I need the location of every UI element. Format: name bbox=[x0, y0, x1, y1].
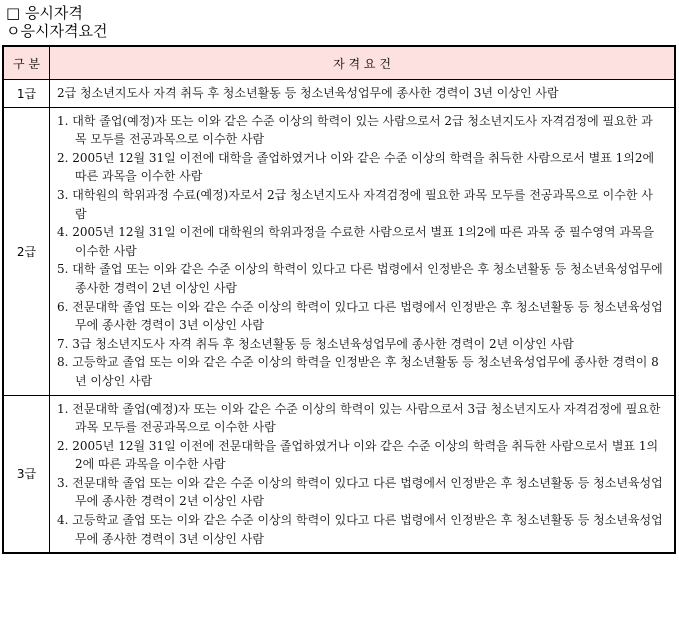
section-title: □ 응시자격 bbox=[6, 4, 83, 22]
requirement-item: 6. 전문대학 졸업 또는 이와 같은 수준 이상의 학력이 있다고 다른 법령에서 인정받은 후 청소년활동 등 청소년육성업무에 종사한 경력이 3년 이상인 사람 bbox=[57, 299, 663, 333]
requirement-item: 2급 청소년지도사 자격 취득 후 청소년활동 등 청소년육성업무에 종사한 경력이 3년 이상인 사람 bbox=[57, 86, 559, 100]
requirement-item: 2. 2005년 12월 31일 이전에 대학을 졸업하였거나 이와 같은 수준 이상의 학력을 취득한 사람으로서 별표 1의2에 따른 과목을 이수한 사람 bbox=[57, 150, 655, 184]
grade-cell: 2급 bbox=[3, 107, 50, 395]
requirement-item: 2. 2005년 12월 31일 이전에 전문대학을 졸업하였거나 이와 같은 수준 이상의 학력을 취득한 사람으로서 별표 1의2에 따른 과목을 이수한 사람 bbox=[57, 438, 659, 472]
table-row bbox=[3, 107, 675, 395]
requirements-cell bbox=[50, 107, 676, 395]
requirement-item: 4. 2005년 12월 31일 이전에 대학원의 학위과정을 수료한 사람으로서 별표 1의2에 따른 과목 중 필수영역 과목을 이수한 사람 bbox=[57, 225, 655, 258]
requirement-item: 5. 대학 졸업 또는 이와 같은 수준 이상의 학력이 있다고 다른 법령에서 인정받은 후 청소년활동 등 청소년육성업무에 종사한 경력이 2년 이상인 사람 bbox=[57, 262, 663, 295]
requirement-item: 1. 전문대학 졸업(예정)자 또는 이와 같은 수준 이상의 학력이 있는 사람으로서 3급 청소년지도사 자격검정에 필요한 과목 모두를 전공과목으로 이수한 사람 bbox=[57, 401, 661, 435]
grade-cell: 3급 bbox=[3, 395, 50, 553]
qualification-table bbox=[2, 45, 676, 554]
table-header-row bbox=[3, 46, 675, 80]
requirement-item: 8. 고등학교 졸업 또는 이와 같은 수준 이상의 학력을 인정받은 후 청소년활동 등 청소년육성업무에 종사한 경력이 8년 이상인 사람 bbox=[57, 355, 659, 388]
header-grade: 구 분 bbox=[3, 46, 50, 80]
requirement-item: 7. 3급 청소년지도사 자격 취득 후 청소년활동 등 청소년육성업무에 종사한 경력이 2년 이상인 사람 bbox=[57, 336, 574, 351]
requirement-item: 3. 전문대학 졸업 또는 이와 같은 수준 이상의 학력이 있다고 다른 법령에서 인정받은 후 청소년활동 등 청소년육성업무에 종사한 경력이 2년 이상인 사람 bbox=[57, 475, 663, 509]
subsection-title: ㅇ응시자격요건 bbox=[6, 22, 108, 40]
requirement-item: 4. 고등학교 졸업 또는 이와 같은 수준 이상의 학력이 있다고 다른 법령에서 인정받은 후 청소년활동 등 청소년육성업무에 종사한 경력이 3년 이상인 사람 bbox=[57, 513, 663, 546]
requirement-item: 3. 대학원의 학위과정 수료(예정)자로서 2급 청소년지도사 자격검정에 필요한 과목 모두를 전공과목으로 이수한 사람 bbox=[57, 187, 653, 221]
grade-cell: 1급 bbox=[3, 80, 50, 108]
requirements-cell bbox=[50, 395, 676, 553]
requirement-item: 1. 대학 졸업(예정)자 또는 이와 같은 수준 이상의 학력이 있는 사람으로서 2급 청소년지도사 자격검정에 필요한 과목 모두를 전공과목으로 이수한 사람 bbox=[57, 113, 653, 147]
requirements-cell bbox=[50, 80, 676, 108]
header-requirements: 자 격 요 건 bbox=[50, 46, 676, 80]
table-row bbox=[3, 80, 675, 108]
table-row bbox=[3, 395, 675, 553]
